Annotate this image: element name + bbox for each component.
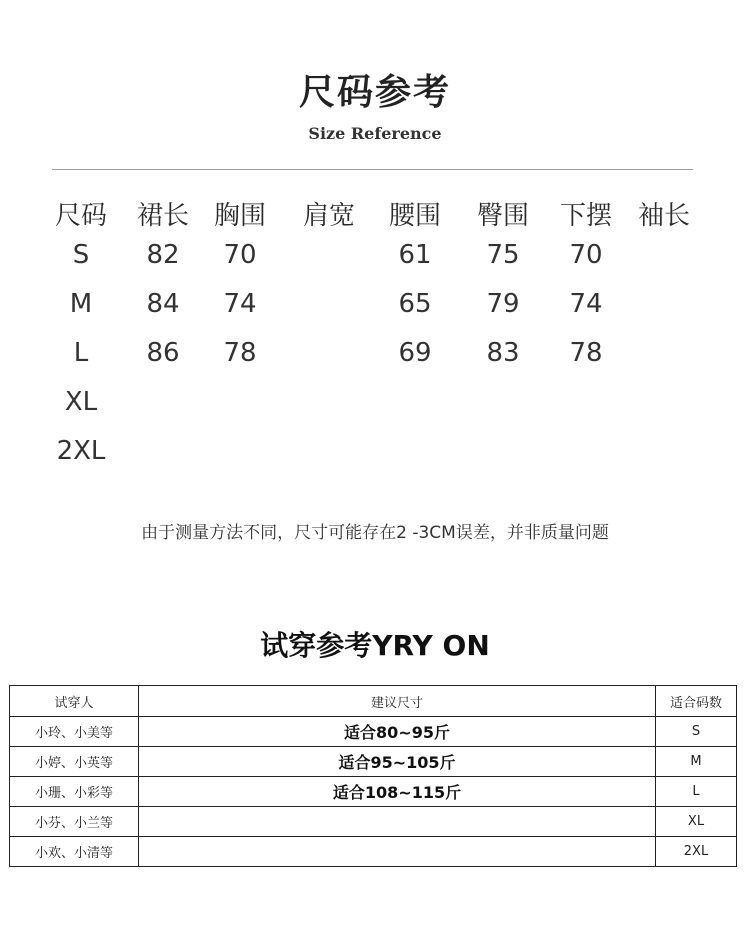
size-table-header [0,195,750,240]
header-shoulder: 肩宽 [302,201,355,231]
size-row [0,338,750,387]
header-size: 尺码 [54,201,107,231]
suggested-size-cell [139,837,656,867]
size-row [0,240,750,289]
hem-cell: 70 [569,240,603,270]
fit-size-cell: L [656,777,737,807]
tester-cell: 小芬、小兰等 [10,807,139,837]
table-row [10,747,737,777]
header-sleeve: 袖长 [637,201,690,231]
size-reference-subtitle: Size Reference [308,124,442,143]
size-cell: M [69,289,93,319]
suggested-size-cell: 适合95~105斤 [139,747,656,777]
fit-size-cell: XL [656,807,737,837]
tester-cell: 小婷、小英等 [10,747,139,777]
table-row [10,837,737,867]
hem-cell: 74 [569,289,603,319]
size-cell: 2XL [56,436,106,466]
tester-cell: 小玲、小美等 [10,717,139,747]
waist-cell: 69 [398,338,432,368]
fit-size-cell: S [656,717,737,747]
table-row [10,717,737,747]
divider-line [52,169,693,170]
fit-size-cell: M [656,747,737,777]
header-skirt-length: 裙长 [136,201,189,231]
fit-size-cell: 2XL [656,837,737,867]
size-cell: L [73,338,89,368]
suggested-size-cell: 适合80~95斤 [139,717,656,747]
try-on-table [9,685,737,867]
size-table [0,195,750,485]
table-row [10,807,737,837]
header-hip: 臀围 [476,201,529,231]
hip-cell: 83 [486,338,520,368]
bust-cell: 74 [223,289,257,319]
try-on-header-row [10,686,737,717]
bust-cell: 78 [223,338,257,368]
size-row [0,289,750,338]
bust-cell: 70 [223,240,257,270]
size-cell: S [72,240,90,270]
waist-cell: 61 [398,240,432,270]
table-row [10,777,737,807]
try-on-title: 试穿参考YRY ON [260,629,490,662]
header-hem: 下摆 [559,201,612,231]
header-bust: 胸围 [213,201,266,231]
size-cell: XL [64,387,98,417]
tester-cell: 小珊、小彩等 [10,777,139,807]
hip-cell: 79 [486,289,520,319]
skirt-length-cell: 86 [146,338,180,368]
skirt-length-cell: 82 [146,240,180,270]
hip-cell: 75 [486,240,520,270]
suggested-size-cell [139,807,656,837]
measurement-note: 由于测量方法不同，尺寸可能存在2 -3CM误差，并非质量问题 [141,523,609,543]
size-row [0,387,750,436]
header-waist: 腰围 [388,201,441,231]
size-row [0,436,750,485]
suggested-size-cell: 适合108~115斤 [139,777,656,807]
skirt-length-cell: 84 [146,289,180,319]
waist-cell: 65 [398,289,432,319]
hem-cell: 78 [569,338,603,368]
header-fit-size: 适合码数 [656,686,737,717]
tester-cell: 小欢、小清等 [10,837,139,867]
header-suggested-size: 建议尺寸 [139,686,656,717]
size-reference-title: 尺码参考 [298,72,451,113]
header-tester: 试穿人 [10,686,139,717]
